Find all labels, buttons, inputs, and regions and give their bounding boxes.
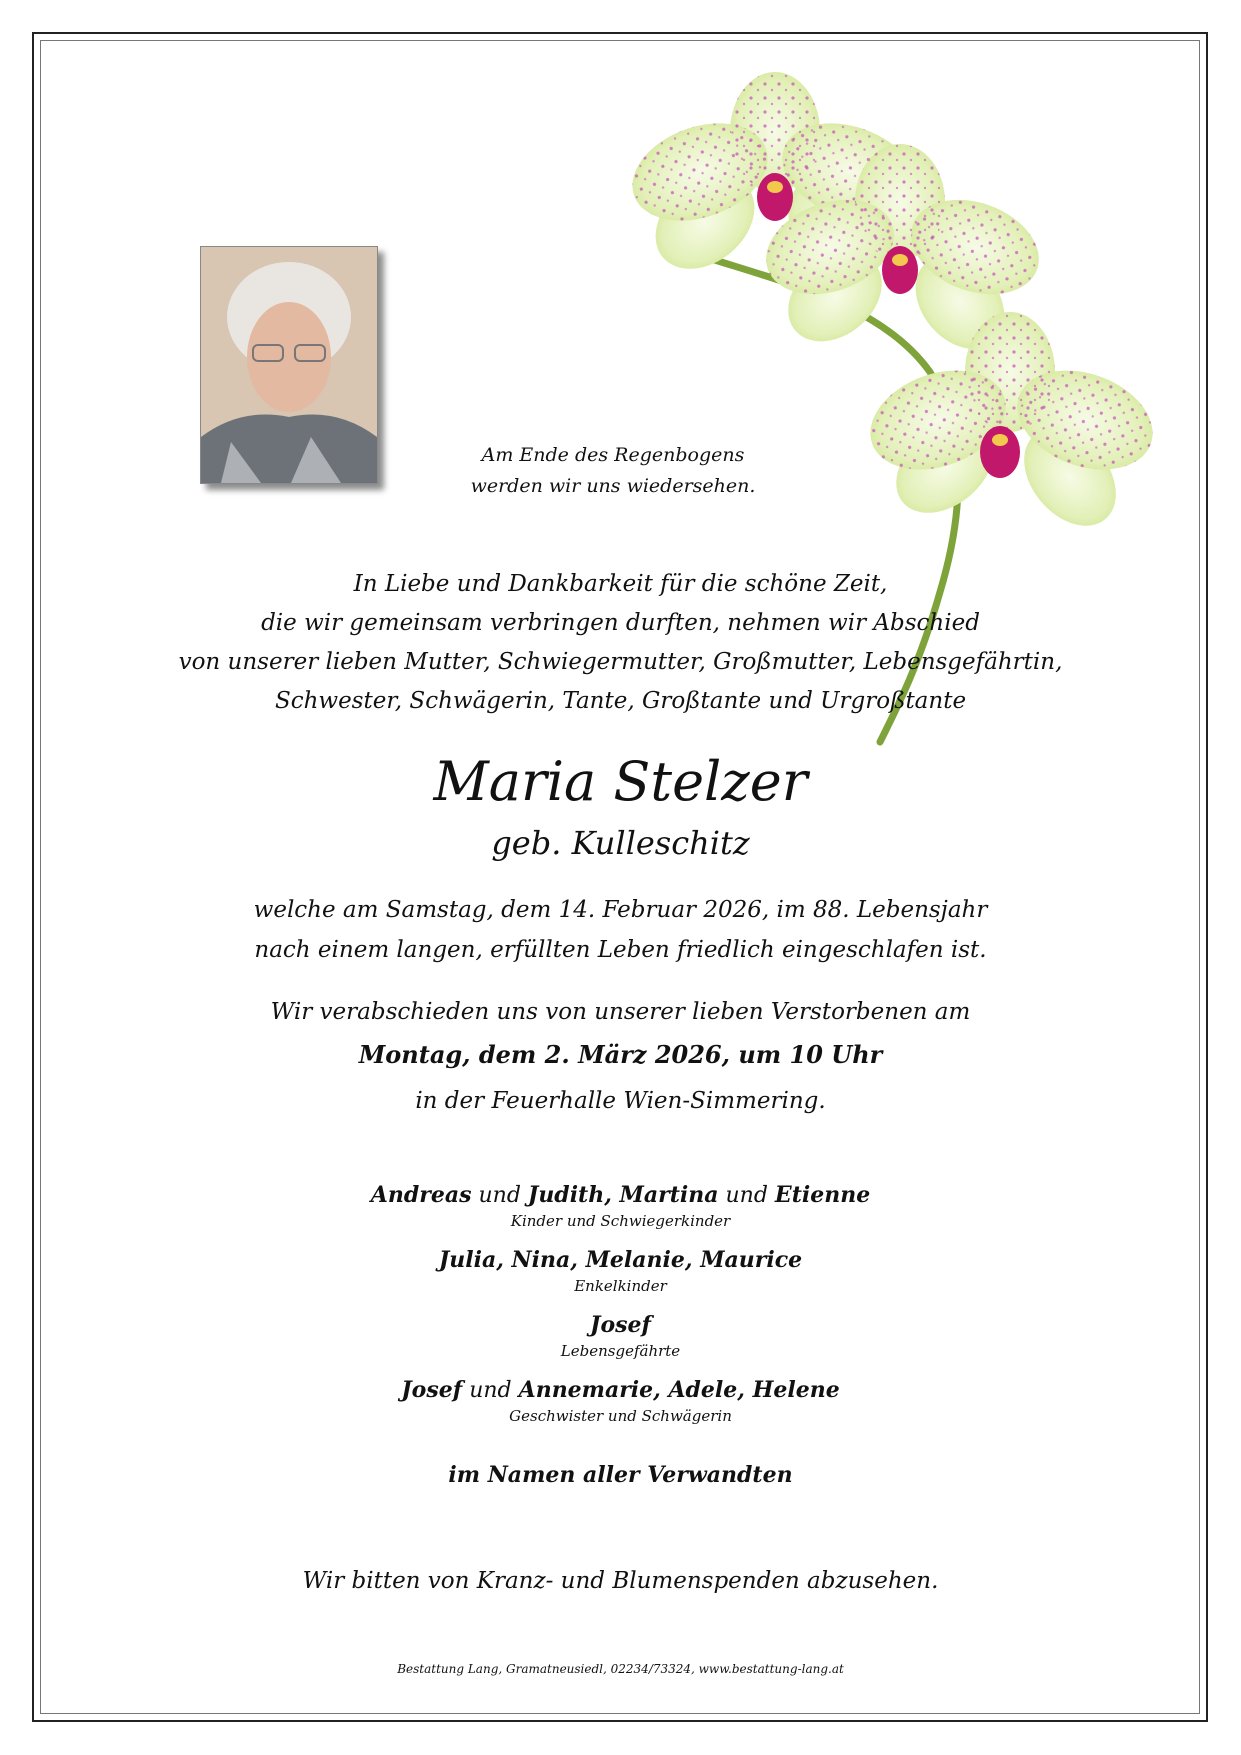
mourner-names <box>0 1180 1241 1211</box>
mourner-name: Julia, Nina, Melanie, Maurice <box>438 1247 803 1273</box>
mourner-names <box>0 1310 1241 1341</box>
closing-line: im Namen aller Verwandten <box>448 1462 793 1488</box>
flower-request: Wir bitten von Kranz- und Blumenspenden abzusehen. <box>302 1568 939 1594</box>
death-line: nach einem langen, erfüllten Leben friedlich eingeschlafen ist. <box>254 937 987 963</box>
mourner-name: Andreas <box>370 1182 472 1208</box>
funeral-venue: in der Feuerhalle Wien-Simmering. <box>415 1088 826 1114</box>
mourner-role: Kinder und Schwiegerkinder <box>510 1212 731 1230</box>
mourner-connector: und <box>718 1183 775 1208</box>
birth-name: geb. Kulleschitz <box>491 824 750 862</box>
death-line: welche am Samstag, dem 14. Februar 2026, im 88. Lebensjahr <box>253 897 988 923</box>
mourner-group <box>0 1180 1241 1231</box>
mourner-group <box>0 1375 1241 1426</box>
mourner-names <box>0 1245 1241 1276</box>
deceased-name: Maria Stelzer <box>433 750 808 813</box>
mourner-group <box>0 1245 1241 1296</box>
mourner-connector: und <box>462 1378 519 1403</box>
mourner-role: Enkelkinder <box>574 1277 667 1295</box>
intro-line: In Liebe und Dankbarkeit für die schöne Zeit, <box>353 571 888 597</box>
mourner-name: Etienne <box>774 1182 871 1208</box>
mourner-name: Annemarie, Adele, Helene <box>518 1377 840 1403</box>
portrait-photo <box>200 246 378 484</box>
farewell-text: Wir verabschieden uns von unserer lieben Verstorbenen am <box>270 999 971 1025</box>
intro-line: Schwester, Schwägerin, Tante, Großtante und Urgroßtante <box>274 688 967 714</box>
mourner-name: Judith, Martina <box>527 1182 719 1208</box>
mourner-role: Geschwister und Schwägerin <box>509 1407 732 1425</box>
mourner-names <box>0 1375 1241 1406</box>
mourner-connector: und <box>471 1183 528 1208</box>
mourner-group <box>0 1310 1241 1361</box>
mourner-name: Josef <box>590 1312 651 1338</box>
mourner-role: Lebensgefährte <box>560 1342 681 1360</box>
intro-line: die wir gemeinsam verbringen durften, nehmen wir Abschied <box>261 610 980 636</box>
death-info <box>0 890 1241 970</box>
motto-line: Am Ende des Regenbogens <box>481 444 745 466</box>
motto-line: werden wir uns wiedersehen. <box>470 475 756 497</box>
mourner-name: Josef <box>401 1377 463 1403</box>
intro-line: von unserer lieben Mutter, Schwiegermutter, Großmutter, Lebensgefährtin, <box>178 649 1063 675</box>
funeral-home-footer: Bestattung Lang, Gramatneusiedl, 02234/73324, www.bestattung-lang.at <box>397 1662 844 1676</box>
motto <box>413 440 813 502</box>
funeral-date: Montag, dem 2. März 2026, um 10 Uhr <box>358 1040 883 1069</box>
intro-text <box>0 565 1241 721</box>
